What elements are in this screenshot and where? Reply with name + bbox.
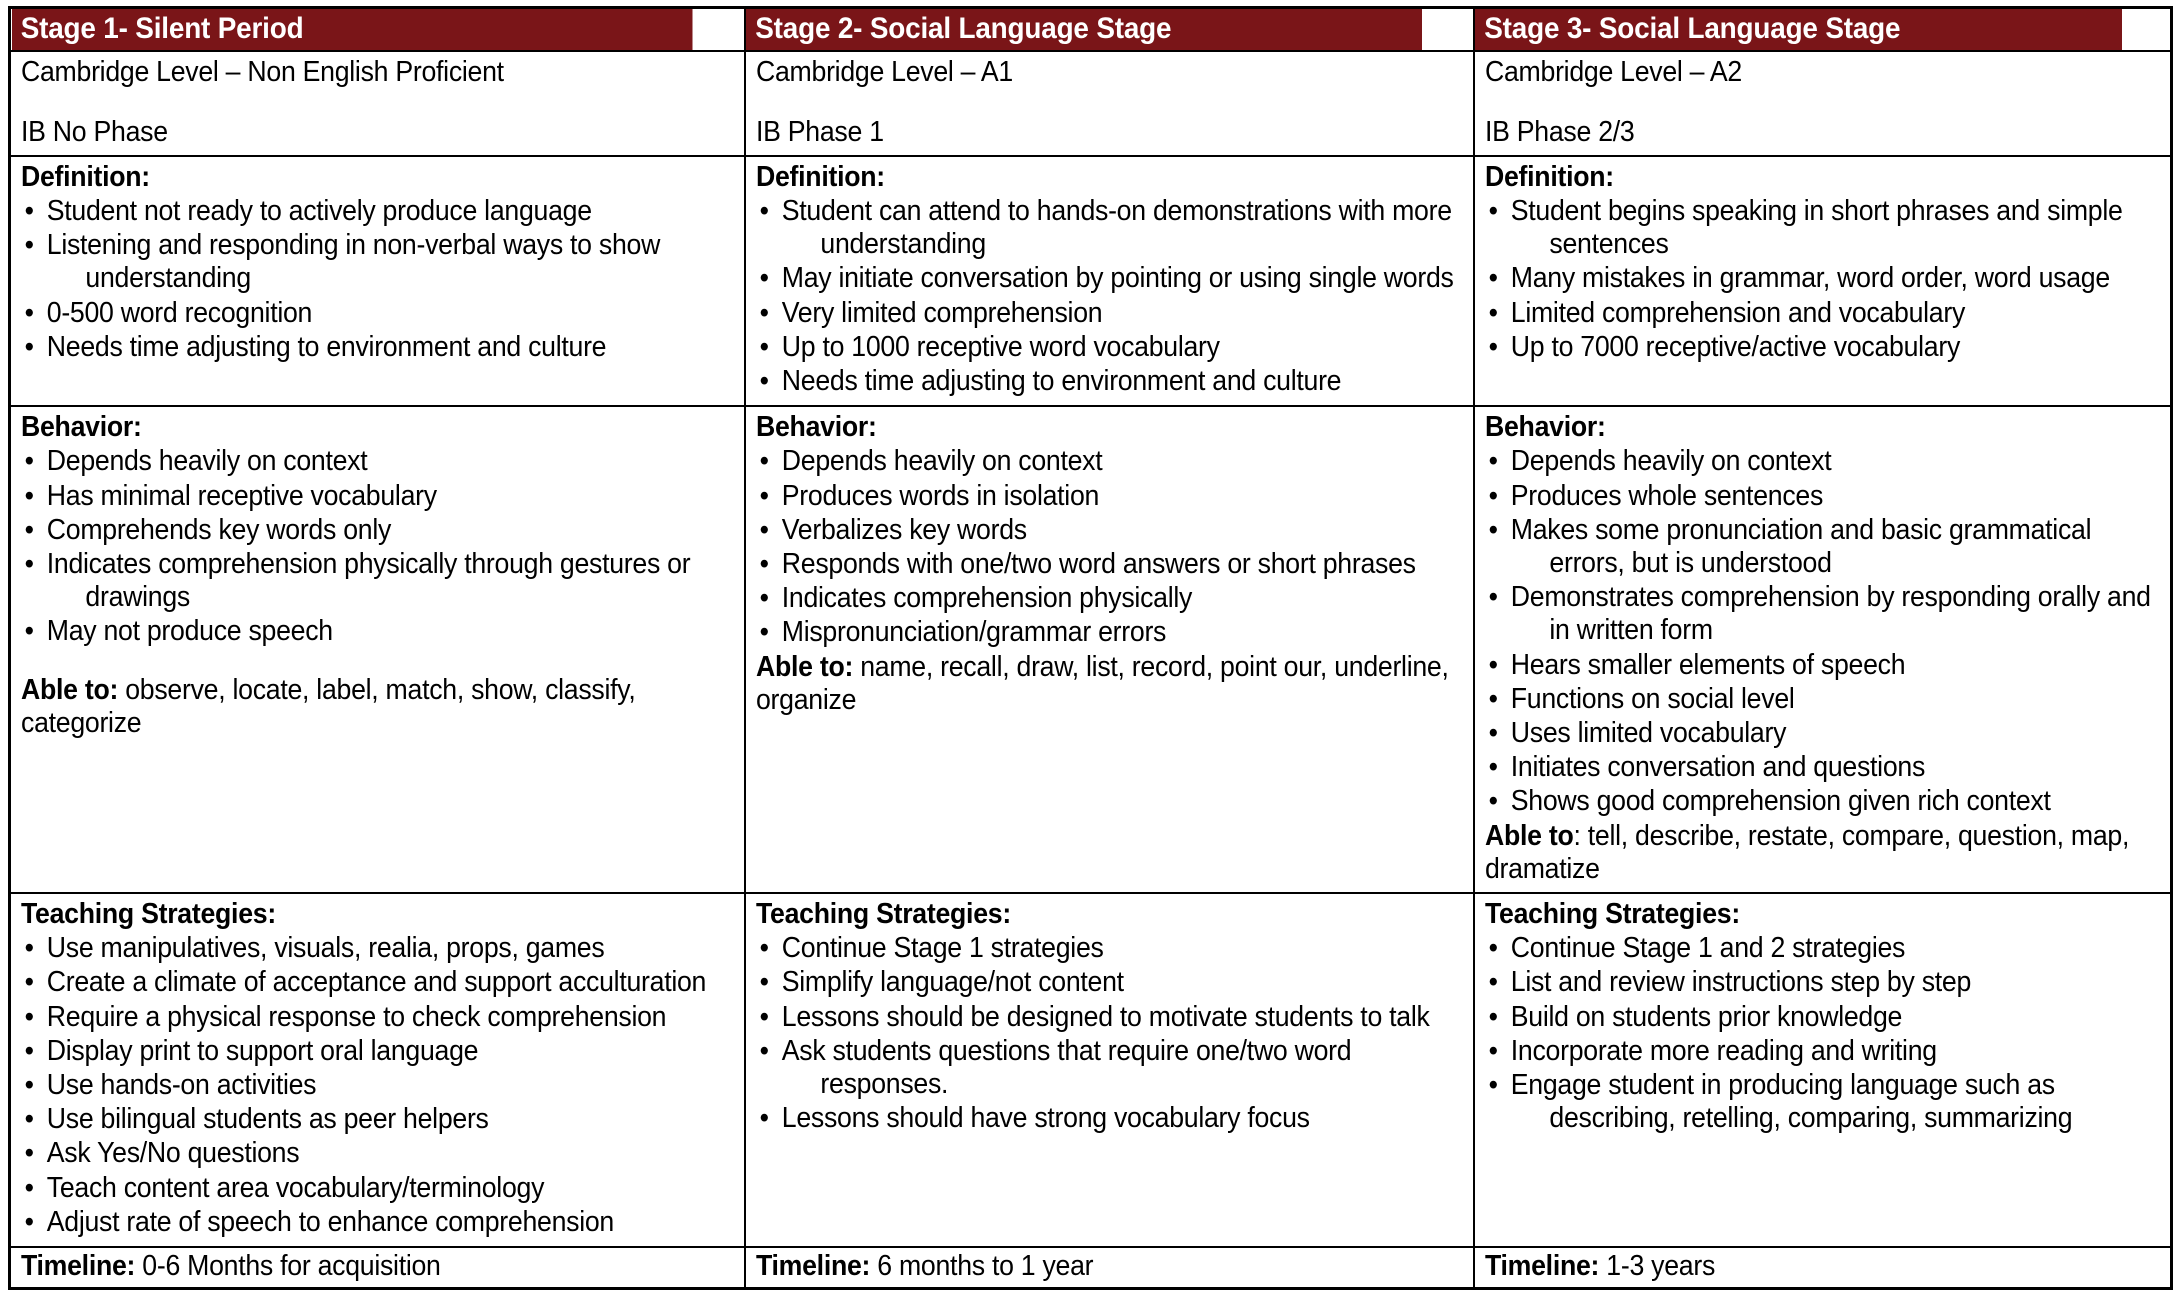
bullet-icon: • [24, 445, 34, 478]
stage-3-timeline-cell [1474, 1247, 2172, 1288]
list-item-text: Comprehends key words only [46, 513, 392, 546]
list-item-text: Indicates comprehension physically through gestures or drawings [46, 548, 691, 614]
list-item-text: Needs time adjusting to environment and culture [781, 365, 1341, 398]
list-item [756, 548, 1462, 581]
list-item [21, 445, 733, 478]
bullet-icon: • [24, 195, 34, 227]
list-item-text: May initiate conversation by pointing or using single words [781, 262, 1454, 295]
bullet-icon: • [1488, 751, 1498, 784]
list-item-text: Display print to support oral language [46, 1034, 479, 1067]
list-item-text: Simplify language/not content [781, 966, 1124, 999]
list-item-text: May not produce speech [46, 615, 333, 648]
list-item-text: Depends heavily on context [1510, 445, 1831, 478]
bullet-icon: • [759, 1000, 769, 1033]
level-spacer [1485, 90, 2160, 116]
stage-3-teaching-cell [1474, 893, 2172, 1247]
list-item-text: Create a climate of acceptance and support acculturation [46, 966, 707, 999]
level-spacer [21, 90, 733, 116]
bullet-icon: • [24, 513, 34, 546]
stage-1-header: Stage 1- Silent Period [10, 8, 694, 52]
list-item-text: Teach content area vocabulary/terminology [46, 1171, 545, 1204]
list-item [756, 966, 1462, 999]
timeline-label-3: Timeline: [1484, 1250, 1599, 1283]
stage-2-level-cell [745, 51, 1474, 155]
list-item-text: Functions on social level [1510, 682, 1795, 715]
bullet-icon: • [1488, 262, 1498, 295]
list-item-text: Up to 7000 receptive/active vocabulary [1510, 330, 1960, 363]
bullet-icon: • [24, 1000, 34, 1033]
bullet-icon: • [759, 932, 769, 965]
able-to-text-3: : tell, describe, restate, compare, question, map, dramatize [1484, 819, 2129, 885]
bullet-icon: • [1488, 445, 1498, 478]
table-header-row [10, 8, 2172, 52]
list-item-text: Student begins speaking in short phrases and simple sentences [1510, 195, 2123, 261]
able-to-text-2: name, recall, draw, list, record, point our, underline, organize [755, 650, 1449, 716]
ib-phase-1: IB No Phase [21, 115, 168, 148]
list-item [1485, 514, 2160, 580]
teaching-label-1: Teaching Strategies: [21, 898, 276, 931]
bullet-icon: • [759, 513, 769, 546]
bullet-icon: • [1488, 195, 1498, 227]
bullet-icon: • [759, 1102, 769, 1135]
list-item-text: Depends heavily on context [781, 445, 1102, 478]
list-item-text: Many mistakes in grammar, word order, word usage [1510, 262, 2110, 295]
list-item-text: Produces whole sentences [1510, 479, 1823, 512]
stage-2-header: Stage 2- Social Language Stage [745, 8, 1423, 52]
list-item [21, 932, 733, 965]
list-item [1485, 717, 2160, 750]
list-item-text: Verbalizes key words [781, 513, 1027, 546]
behavior-list-2 [756, 445, 1462, 649]
list-item [756, 297, 1462, 330]
bullet-icon: • [1488, 648, 1498, 681]
list-item-text: Depends heavily on context [46, 445, 368, 478]
bullet-icon: • [1488, 1000, 1498, 1033]
stage-1-timeline-cell [10, 1247, 745, 1288]
list-item-text: Lessons should be designed to motivate students to talk [781, 1000, 1430, 1033]
list-item [1485, 445, 2160, 478]
behavior-label-1: Behavior: [21, 411, 142, 444]
teaching-strategies-row [10, 893, 2172, 1247]
bullet-icon: • [24, 1137, 34, 1170]
cambridge-level-2: Cambridge Level – A1 [755, 56, 1013, 89]
list-item [1485, 262, 2160, 295]
list-item [1485, 480, 2160, 513]
able-to-label-1: Able to: [21, 673, 119, 706]
bullet-icon: • [1488, 966, 1498, 999]
list-item [21, 1103, 733, 1136]
timeline-value-2: 6 months to 1 year [869, 1250, 1093, 1283]
teaching-list-2 [756, 932, 1462, 1135]
list-item-text: Adjust rate of speech to enhance comprehension [46, 1205, 614, 1238]
bullet-icon: • [759, 262, 769, 295]
stage-1-teaching-cell [10, 893, 745, 1247]
definition-list-2 [756, 195, 1462, 398]
list-item [756, 616, 1462, 649]
list-item [21, 331, 733, 364]
list-item-text: Continue Stage 1 and 2 strategies [1510, 932, 1905, 965]
list-item [756, 195, 1462, 261]
bullet-icon: • [759, 195, 769, 227]
list-item [21, 1001, 733, 1034]
list-item-text: Continue Stage 1 strategies [781, 932, 1104, 965]
bullet-icon: • [759, 479, 769, 512]
bullet-icon: • [759, 296, 769, 329]
list-item [1485, 751, 2160, 784]
list-item [756, 1035, 1462, 1101]
list-item-text: Use hands-on activities [46, 1069, 317, 1102]
bullet-icon: • [759, 445, 769, 478]
bullet-icon: • [1488, 682, 1498, 715]
list-item [1485, 195, 2160, 261]
definition-list-3 [1485, 195, 2160, 364]
bullet-icon: • [24, 296, 34, 329]
timeline-label-1: Timeline: [21, 1250, 136, 1283]
list-item [21, 966, 733, 999]
bullet-icon: • [24, 229, 34, 262]
list-item [756, 1001, 1462, 1034]
list-item [756, 514, 1462, 547]
list-item [21, 1035, 733, 1068]
definition-row [10, 156, 2172, 406]
bullet-icon: • [759, 1034, 769, 1067]
list-item-text: Incorporate more reading and writing [1510, 1034, 1937, 1067]
list-item-text: Ask students questions that require one/two word responses. [781, 1034, 1351, 1101]
stage-3-definition-cell [1474, 156, 2172, 406]
list-item [21, 514, 733, 547]
behavior-list-3 [1485, 445, 2160, 818]
list-item [1485, 581, 2160, 647]
stage-3-level-cell [1474, 51, 2172, 155]
stage-2-teaching-cell [745, 893, 1474, 1247]
bullet-icon: • [1488, 717, 1498, 750]
bullet-icon: • [759, 582, 769, 615]
list-item-text: Mispronunciation/grammar errors [781, 616, 1166, 649]
bullet-icon: • [1488, 1069, 1498, 1102]
timeline-label-2: Timeline: [755, 1250, 870, 1283]
bullet-icon: • [24, 615, 34, 648]
behavior-label-3: Behavior: [1484, 411, 1606, 444]
stage-2-definition-cell [745, 156, 1474, 406]
level-row [10, 51, 2172, 155]
stage-2-behavior-cell [745, 406, 1474, 893]
list-item-text: Responds with one/two word answers or short phrases [781, 548, 1416, 581]
stage-3-behavior-cell [1474, 406, 2172, 893]
cambridge-level-3: Cambridge Level – A2 [1484, 56, 1742, 89]
list-item [756, 331, 1462, 364]
list-item [756, 932, 1462, 965]
bullet-icon: • [24, 1171, 34, 1204]
bullet-icon: • [24, 932, 34, 965]
list-item-text: Build on students prior knowledge [1510, 1000, 1902, 1033]
list-item-text: Shows good comprehension given rich context [1510, 785, 2051, 818]
bullet-icon: • [759, 365, 769, 398]
stage-1-definition-cell [10, 156, 745, 406]
list-item-text: Produces words in isolation [781, 479, 1099, 512]
list-item [756, 582, 1462, 615]
list-item-text: Limited comprehension and vocabulary [1510, 296, 1965, 329]
stage-1-behavior-cell [10, 406, 745, 893]
list-item-text: Makes some pronunciation and basic grammatical errors, but is understood [1510, 513, 2091, 580]
stage-1-level-cell [10, 51, 745, 155]
bullet-icon: • [1488, 296, 1498, 329]
definition-label-1: Definition: [21, 160, 150, 193]
definition-label-2: Definition: [755, 160, 885, 193]
list-item [756, 365, 1462, 398]
bullet-icon: • [759, 966, 769, 999]
list-item-text: Has minimal receptive vocabulary [46, 479, 437, 512]
list-item [21, 1172, 733, 1205]
bullet-icon: • [24, 479, 34, 512]
list-item-text: Ask Yes/No questions [46, 1137, 300, 1170]
list-item-text: Uses limited vocabulary [1510, 717, 1786, 750]
bullet-icon: • [1488, 479, 1498, 512]
list-item [21, 1206, 733, 1239]
list-item [756, 480, 1462, 513]
list-item [1485, 1069, 2160, 1135]
timeline-value-1: 0-6 Months for acquisition [135, 1250, 441, 1283]
list-item-text: Listening and responding in non-verbal ways to show understanding [46, 229, 661, 295]
list-item [1485, 966, 2160, 999]
teaching-label-3: Teaching Strategies: [1484, 898, 1740, 931]
list-item [21, 229, 733, 295]
level-spacer [756, 90, 1462, 116]
definition-label-3: Definition: [1484, 160, 1614, 193]
bullet-icon: • [1488, 785, 1498, 818]
list-item-text: List and review instructions step by step [1510, 966, 1971, 999]
list-item-text: Up to 1000 receptive word vocabulary [781, 330, 1220, 363]
bullet-icon: • [1488, 932, 1498, 965]
bullet-icon: • [24, 1069, 34, 1102]
list-item [21, 615, 733, 648]
bullet-icon: • [24, 330, 34, 363]
list-item-text: Very limited comprehension [781, 296, 1102, 329]
bullet-icon: • [24, 1205, 34, 1238]
list-item-text: Use bilingual students as peer helpers [46, 1103, 489, 1136]
able-to-2 [756, 651, 1462, 717]
list-item [21, 480, 733, 513]
list-item-text: Student not ready to actively produce language [46, 195, 592, 227]
bullet-icon: • [1488, 1034, 1498, 1067]
teaching-label-2: Teaching Strategies: [755, 898, 1011, 931]
list-item-text: Student can attend to hands-on demonstrations with more understanding [781, 195, 1452, 261]
behavior-row [10, 406, 2172, 893]
teaching-list-1 [21, 932, 733, 1239]
list-item-text: Demonstrates comprehension by responding orally and in written form [1510, 581, 2151, 647]
list-item [1485, 785, 2160, 818]
list-item [21, 1137, 733, 1170]
bullet-icon: • [24, 548, 34, 581]
list-item [1485, 683, 2160, 716]
definition-list-1 [21, 195, 733, 364]
teaching-list-3 [1485, 932, 2160, 1135]
list-item [1485, 1001, 2160, 1034]
list-item [21, 1069, 733, 1102]
list-item [1485, 932, 2160, 965]
able-to-label-3: Able to [1484, 819, 1573, 852]
bullet-icon: • [759, 616, 769, 649]
bullet-icon: • [24, 1103, 34, 1136]
list-item-text: Initiates conversation and questions [1510, 751, 1925, 784]
timeline-row [10, 1247, 2172, 1288]
list-item-text: 0-500 word recognition [46, 296, 313, 329]
able-to-3 [1485, 820, 2160, 886]
able-to-1 [21, 674, 733, 740]
bullet-icon: • [24, 1034, 34, 1067]
behavior-label-2: Behavior: [755, 411, 877, 444]
behavior-list-1 [21, 445, 733, 648]
list-item-text: Hears smaller elements of speech [1510, 648, 1905, 681]
list-item-text: Engage student in producing language such as describing, retelling, comparing, summarizing [1510, 1069, 2072, 1135]
bullet-icon: • [759, 548, 769, 581]
stages-comparison-table [8, 6, 2173, 1290]
list-item-text: Use manipulatives, visuals, realia, props, games [46, 932, 605, 965]
able-to-text-1: observe, locate, label, match, show, classify, categorize [21, 673, 636, 739]
list-item-text: Indicates comprehension physically [781, 582, 1192, 615]
cambridge-level-1: Cambridge Level – Non English Proficient [21, 56, 504, 89]
list-item-text: Needs time adjusting to environment and culture [46, 330, 607, 363]
bullet-icon: • [759, 330, 769, 363]
ib-phase-2: IB Phase 1 [755, 115, 884, 148]
bullet-icon: • [1488, 581, 1498, 614]
list-item [756, 1102, 1462, 1135]
list-item [756, 262, 1462, 295]
stage-2-timeline-cell [745, 1247, 1474, 1288]
list-item [21, 297, 733, 330]
list-item-text: Lessons should have strong vocabulary focus [781, 1102, 1310, 1135]
list-item-text: Require a physical response to check comprehension [46, 1000, 667, 1033]
bullet-icon: • [1488, 330, 1498, 363]
list-item [1485, 331, 2160, 364]
list-item [1485, 297, 2160, 330]
timeline-value-3: 1-3 years [1598, 1250, 1715, 1283]
list-item [756, 445, 1462, 478]
ib-phase-3: IB Phase 2/3 [1484, 115, 1634, 148]
able-to-label-2: Able to: [755, 650, 853, 683]
bullet-icon: • [1488, 513, 1498, 546]
stage-3-header: Stage 3- Social Language Stage [1474, 8, 2123, 52]
bullet-icon: • [24, 966, 34, 999]
list-item [21, 548, 733, 614]
list-item [1485, 1035, 2160, 1068]
list-item [21, 195, 733, 228]
list-item [1485, 649, 2160, 682]
